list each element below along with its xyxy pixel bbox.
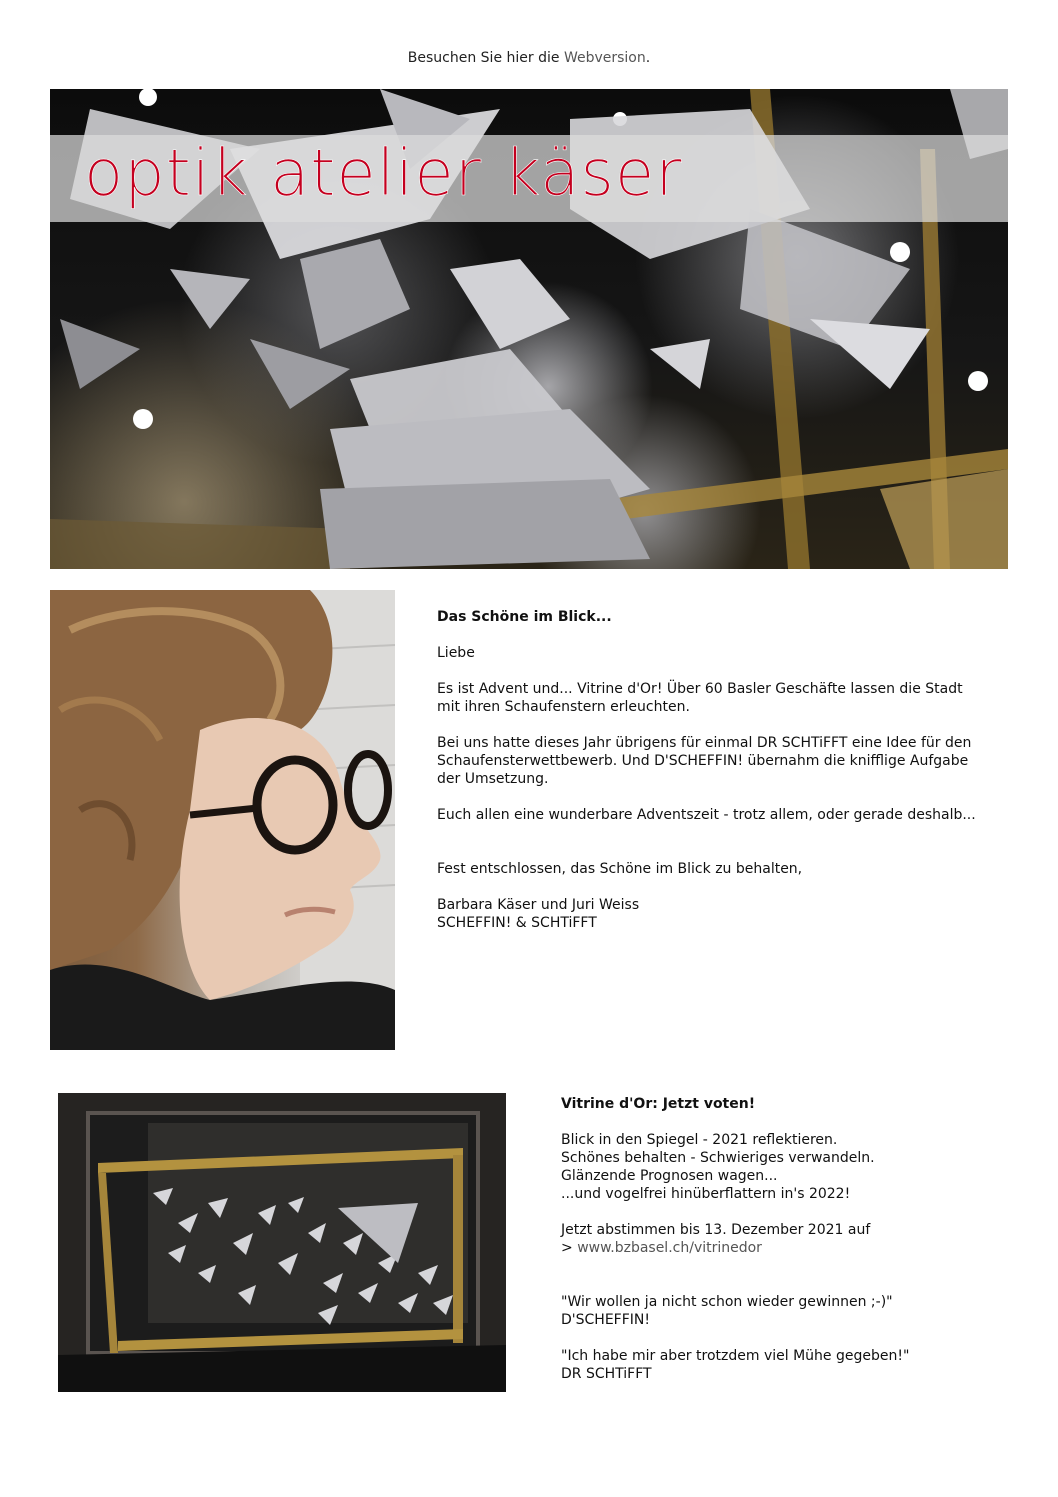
quote-2: "Ich habe mir aber trotzdem viel Mühe gegeben!"	[561, 1348, 910, 1364]
signature-roles: SCHEFFIN! & SCHTiFFT	[437, 915, 597, 931]
portrait-photo	[50, 590, 395, 1050]
webversion-link[interactable]: Webversion	[563, 50, 646, 66]
section2-line-2: Schönes behalten - Schwieriges verwandeln.	[561, 1150, 875, 1166]
brand-logo: optik atelier käser	[84, 137, 683, 211]
webversion-intro: Besuchen Sie hier die	[407, 50, 560, 66]
section1-para2: Bei uns hatte dieses Jahr übrigens für einmal DR SCHTiFFT eine Idee für den Schaufensterwettbewerb. Und D'SCHEFFIN! übernahm die knifflige Aufgabe der Umsetzung.	[437, 735, 972, 787]
vote-section	[561, 1095, 1021, 1383]
vote-link-line	[561, 1239, 1021, 1257]
webversion-period: .	[645, 50, 651, 66]
signature-names: Barbara Käser und Juri Weiss	[437, 897, 640, 913]
quote-1-author: D'SCHEFFIN!	[561, 1312, 650, 1328]
vote-text: Jetzt abstimmen bis 13. Dezember 2021 auf	[561, 1222, 871, 1238]
section2-title: Vitrine d'Or: Jetzt voten!	[561, 1096, 756, 1112]
vitrine-photo	[58, 1093, 506, 1392]
shop-window-illustration	[58, 1093, 506, 1392]
quote-2-author: DR SCHTiFFT	[561, 1366, 652, 1382]
section1-closing: Fest entschlossen, das Schöne im Blick zu behalten,	[437, 861, 803, 877]
section1-para1: Es ist Advent und... Vitrine d'Or! Über 60 Basler Geschäfte lassen die Stadt mit ihren Schaufenstern erleuchten.	[437, 681, 963, 715]
section2-line-4: ...und vogelfrei hinüberflattern in's 2022!	[561, 1186, 851, 1202]
section2-line-1: Blick in den Spiegel - 2021 reflektieren.	[561, 1132, 838, 1148]
hero-banner-image	[50, 89, 1008, 569]
section2-line-3: Glänzende Prognosen wagen...	[561, 1168, 778, 1184]
section1-para3: Euch allen eine wunderbare Adventszeit - trotz allem, oder gerade deshalb...	[437, 807, 976, 823]
section1-greeting: Liebe	[437, 645, 475, 661]
vote-prefix: >	[561, 1240, 578, 1256]
section1-title: Das Schöne im Blick...	[437, 609, 612, 625]
intro-section	[437, 608, 977, 932]
vote-link[interactable]: www.bzbasel.ch/vitrinedor	[577, 1240, 762, 1256]
portrait-illustration	[50, 590, 395, 1050]
quote-1: "Wir wollen ja nicht schon wieder gewinnen ;-)"	[561, 1294, 893, 1310]
webversion-line	[0, 50, 1058, 66]
